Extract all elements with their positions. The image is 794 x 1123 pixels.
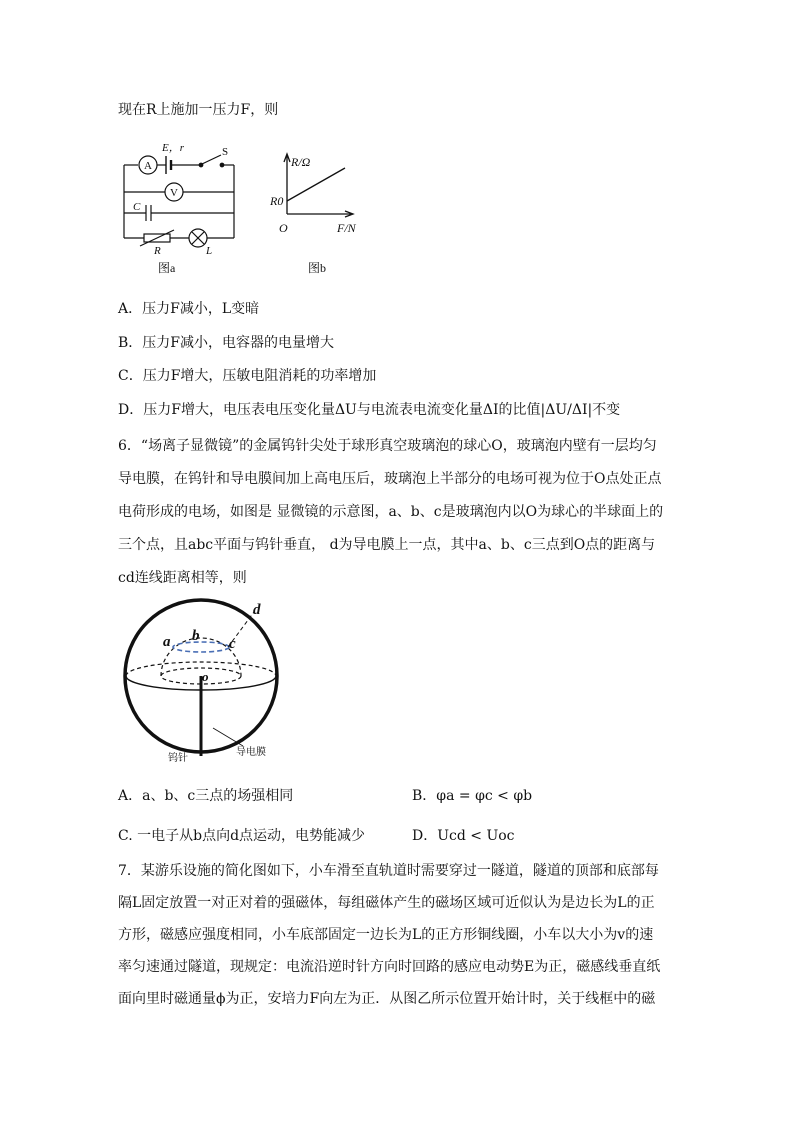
lamp-label: L <box>206 245 213 257</box>
q5-option-a: A．压力F减小，L变暗 <box>118 301 260 317</box>
q7-line-5: 面向里时磁通量ϕ为正，安培力F向左为正．从图乙所示位置开始计时，关于线框中的磁 <box>118 991 656 1007</box>
circuit-diagram <box>118 140 248 275</box>
graph-xlabel: F/N <box>337 221 356 235</box>
emf-label: E，r <box>162 142 184 154</box>
capacitor-label: C <box>133 201 141 213</box>
graph-origin: O <box>279 221 288 235</box>
q6-line-3: 电荷形成的电场，如图是 显微镜的示意图，a、b、c是玻璃泡内以O为球心的半球面上的 <box>118 504 664 520</box>
point-c-label: c <box>229 636 236 652</box>
q7-line-4: 率匀速通过隧道，现规定：电流沿逆时针方向时回路的感应电动势E为正，磁感线垂直纸 <box>118 959 661 975</box>
film-label: 导电膜 <box>236 747 266 758</box>
q5-option-b: B．压力F减小，电容器的电量增大 <box>118 335 335 351</box>
ammeter-label: A <box>144 160 152 172</box>
q6-line-4: 三个点，且abc平面与钨针垂直， d为导电膜上一点，其中a、b、c三点到O点的距离与 <box>118 537 656 553</box>
needle-label: 钨针 <box>168 753 188 764</box>
q6-option-d: D．Ucd < Uoc <box>412 828 515 844</box>
q5-option-d: D．压力F增大，电压表电压变化量ΔU与电流表电流变化量ΔI的比值|ΔU/ΔI|不变 <box>118 402 621 418</box>
fig-b-caption: 图b <box>308 261 327 275</box>
q6-option-a: A．a、b、c三点的场强相同 <box>118 788 294 804</box>
glass-bulb-diagram <box>118 598 298 773</box>
q6-line-5: cd连线距离相等，则 <box>118 570 247 586</box>
point-d-label: d <box>253 602 261 618</box>
resistor-label: R <box>154 245 161 257</box>
r-f-graph <box>265 148 365 240</box>
q7-line-1: 7．某游乐设施的简化图如下，小车滑至直轨道时需要穿过一隧道，隧道的顶部和底部每 <box>118 863 659 879</box>
point-o-label: o <box>202 669 209 684</box>
q6-line-1: 6．“场离子显微镜”的金属钨针尖处于球形真空玻璃泡的球心O，玻璃泡内壁有一层均匀 <box>118 438 657 454</box>
q5-intro: 现在R上施加一压力F，则 <box>118 102 279 118</box>
point-b-label: b <box>192 628 200 644</box>
q7-line-2: 隔L固定放置一对正对着的强磁体，每组磁体产生的磁场区域可近似认为是边长为L的正 <box>118 895 655 911</box>
graph-ylabel: R/Ω <box>291 155 311 169</box>
voltmeter-label: V <box>170 187 178 199</box>
q7-line-3: 方形，磁感应强度相同，小车底部固定一边长为L的正方形铜线圈，小车以大小为v的速 <box>118 927 654 943</box>
fig-a-caption: 图a <box>158 261 176 275</box>
q6-line-2: 导电膜，在钨针和导电膜间加上高电压后，玻璃泡上半部分的电场可视为位于O点处正点 <box>118 471 662 487</box>
point-a-label: a <box>163 634 171 650</box>
switch-label: S <box>222 146 229 158</box>
q6-option-c: C. 一电子从b点向d点运动，电势能减少 <box>118 828 366 844</box>
q5-option-c: C．压力F增大，压敏电阻消耗的功率增加 <box>118 368 377 384</box>
graph-r0: R0 <box>270 194 284 208</box>
q6-option-b: B．φa = φc < φb <box>412 788 533 804</box>
